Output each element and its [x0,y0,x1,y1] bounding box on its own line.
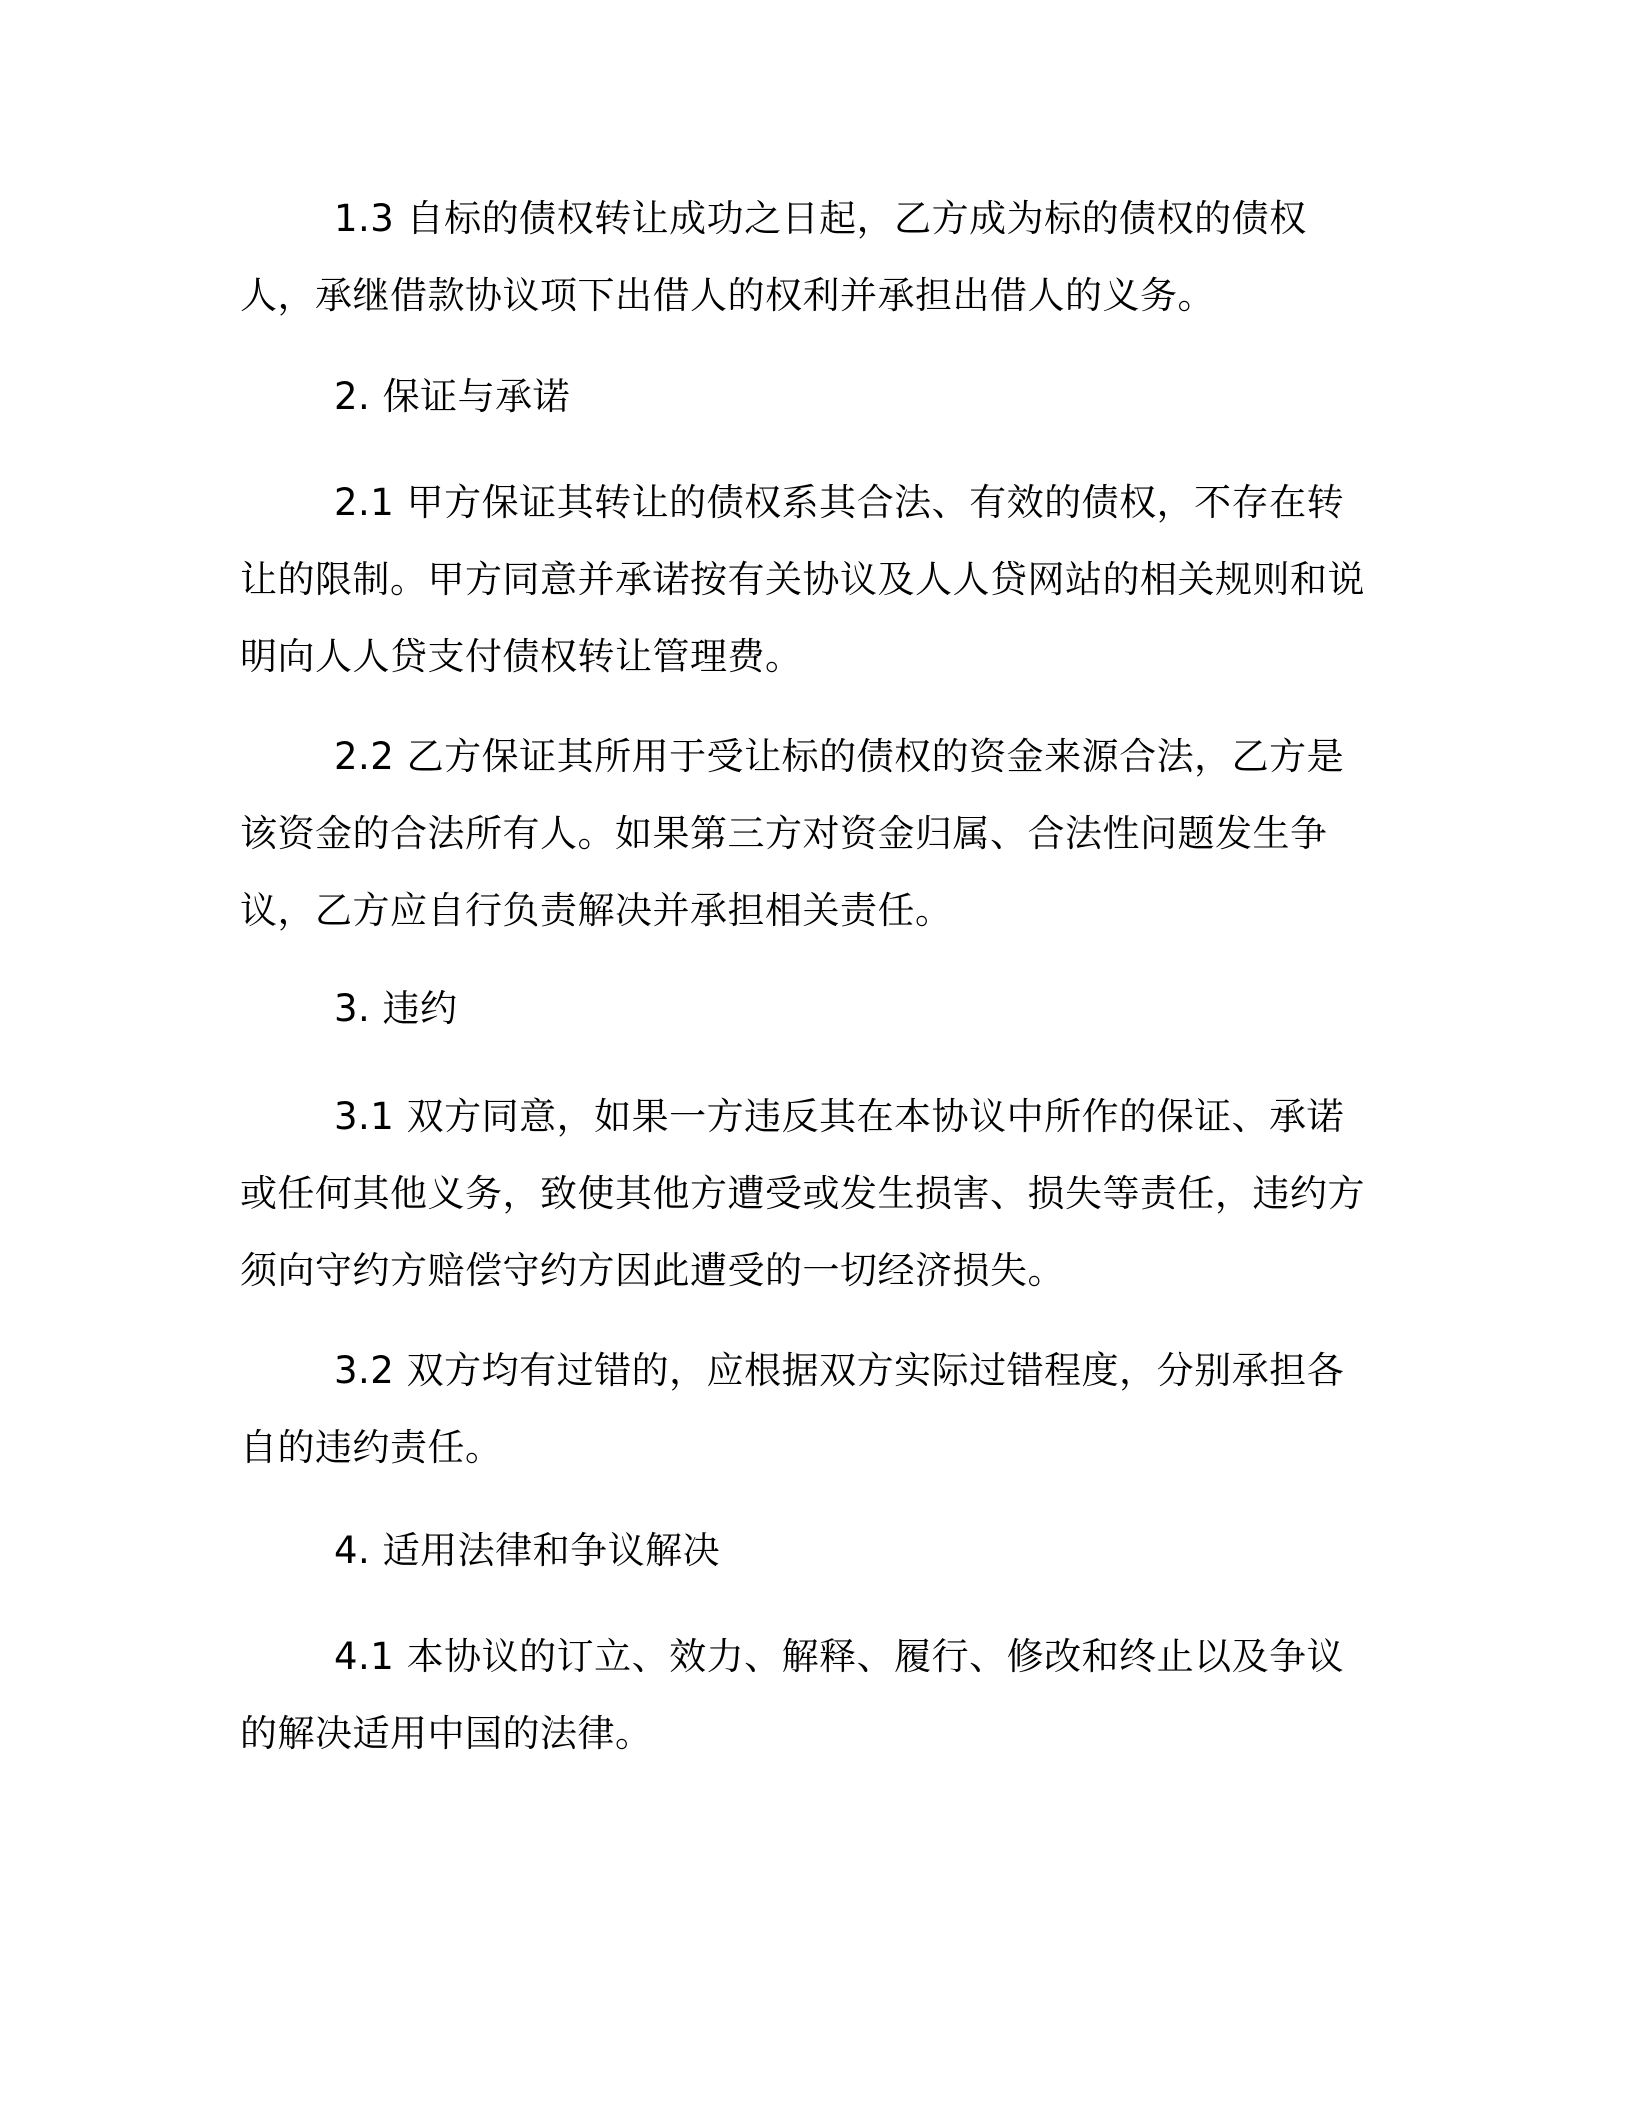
section-heading-4: 4. 适用法律和争议解决 [334,1529,721,1572]
clause-2-1: 2.1 甲方保证其转让的债权系其合法、有效的债权，不存在转让的限制。甲方同意并承诺按有关协议及人人贷网站的相关规则和说明向人人贷支付债权转让管理费。 [240,481,1365,678]
section-heading-3: 3. 违约 [334,987,458,1030]
clause-4-1: 4.1 本协议的订立、效力、解释、履行、修改和终止以及争议的解决适用中国的法律。 [240,1635,1345,1755]
clause-2-2: 2.2 乙方保证其所用于受让标的债权的资金来源合法，乙方是该资金的合法所有人。如果第三方对资金归属、合法性问题发生争议，乙方应自行负责解决并承担相关责任。 [240,735,1345,932]
clause-3-2: 3.2 双方均有过错的，应根据双方实际过错程度，分别承担各自的违约责任。 [240,1349,1345,1469]
clause-3-1: 3.1 双方同意，如果一方违反其在本协议中所作的保证、承诺或任何其他义务，致使其他方遭受或发生损害、损失等责任，违约方须向守约方赔偿守约方因此遭受的一切经济损失。 [240,1095,1365,1292]
clause-1-3: 1.3 自标的债权转让成功之日起，乙方成为标的债权的债权人，承继借款协议项下出借人的权利并承担出借人的义务。 [240,197,1307,317]
section-heading-2: 2. 保证与承诺 [334,375,571,418]
